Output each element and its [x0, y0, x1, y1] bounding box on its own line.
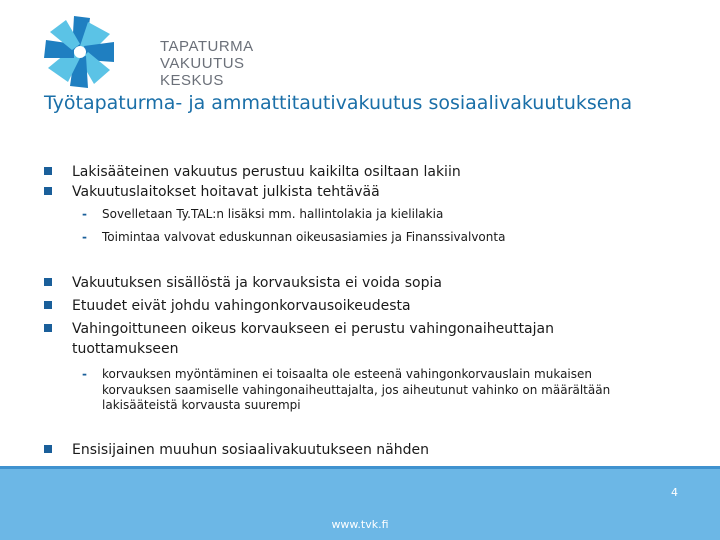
square-bullet-icon	[44, 187, 52, 195]
star-logo-icon	[40, 12, 120, 92]
square-bullet-icon	[44, 301, 52, 309]
sub-list-item-text: Toimintaa valvovat eduskunnan oikeusasiamies ja Finanssivalvonta	[102, 229, 506, 244]
sub-list-item-text: korvauksen myöntäminen ei toisaalta ole esteenä vahingonkorvauslain mukaisen korvauksen saamiselle vahingonaiheuttajalta, jos aiheutunut vahinko on määrältään lakisääteistä korvausta suurempi	[102, 367, 611, 412]
company-logo	[40, 12, 254, 92]
square-bullet-icon	[44, 324, 52, 332]
dash-bullet-icon: -	[82, 229, 87, 244]
slide-title: Työtapaturma- ja ammattitautivakuutus sosiaalivakuutuksena	[44, 92, 633, 114]
logo-line-3: KESKUS	[160, 72, 224, 89]
sub-list-item	[44, 230, 664, 246]
list-item-text: Etuudet eivät johdu vahingonkorvausoikeudesta	[72, 298, 411, 314]
sub-list-item-text: Sovelletaan Ty.TAL:n lisäksi mm. hallintolakia ja kielilakia	[102, 207, 444, 221]
square-bullet-icon	[44, 445, 52, 453]
logo-line-2: VAKUUTUS	[160, 55, 245, 72]
list-item	[44, 296, 664, 316]
list-item-text: Vahingoittuneen oikeus korvaukseen ei perustu vahingonaiheuttajan tuottamukseen	[72, 321, 554, 357]
square-bullet-icon	[44, 167, 52, 175]
footer-bar	[0, 466, 720, 540]
sub-list-item	[44, 367, 664, 414]
list-item	[44, 162, 664, 182]
list-item-text: Vakuutuksen sisällöstä ja korvauksista ei voida sopia	[72, 275, 442, 291]
dash-bullet-icon: -	[82, 367, 87, 381]
square-bullet-icon	[44, 278, 52, 286]
bullet-list	[44, 162, 664, 460]
footer-divider	[0, 466, 720, 469]
list-item	[44, 440, 664, 460]
list-item	[44, 319, 664, 359]
list-item-text: Vakuutuslaitokset hoitavat julkista tehtävää	[72, 184, 380, 200]
dash-bullet-icon: -	[82, 207, 87, 221]
list-item	[44, 182, 664, 202]
list-item-text: Ensisijainen muuhun sosiaalivakuutukseen nähden	[72, 441, 429, 458]
page-number: 4	[671, 486, 678, 499]
logo-line-1: TAPATURMA	[160, 38, 254, 55]
footer-url: www.tvk.fi	[331, 518, 389, 531]
logo-wordmark	[160, 38, 254, 89]
list-item-text: Lakisääteinen vakuutus perustuu kaikilta osiltaan lakiin	[72, 164, 461, 180]
sub-list-item	[44, 207, 664, 223]
list-item	[44, 273, 664, 293]
